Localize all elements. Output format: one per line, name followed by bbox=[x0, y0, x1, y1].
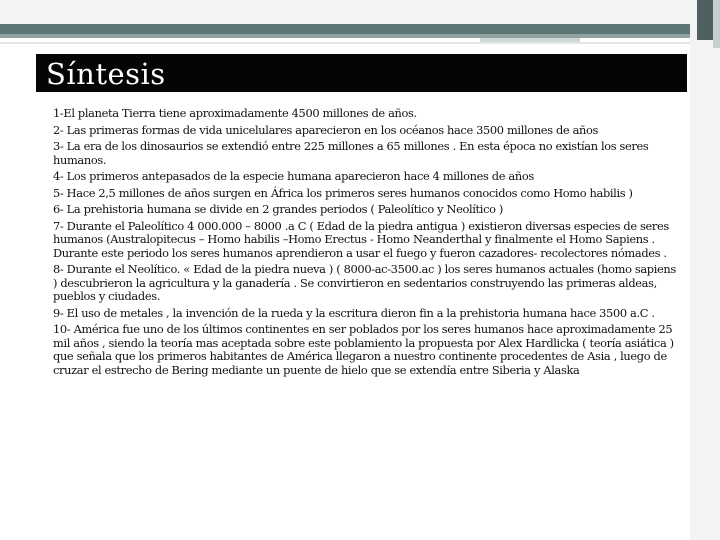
list-item: 4- Los primeros antepasados de la especie humana aparecieron hace 4 millones de años bbox=[53, 169, 534, 183]
list-item: 3- La era de los dinosaurios se extendió entre 225 millones a 65 millones . En esta época no existían los seres humanos. bbox=[53, 139, 649, 167]
slide-title: Síntesis bbox=[46, 57, 166, 91]
accent-band bbox=[0, 24, 690, 34]
list-item: 7- Durante el Paleolítico 4 000.000 – 8000 .a C ( Edad de la piedra antigua ) existieron diversas especies de seres humanos (Australopitecus – Homo habilis –Homo Erectus - Homo Neanderthal y finalmente el Homo Sapiens . Durante este periodo los seres humanos aprendieron a usar el fuego y fueron cazadores- recolectores nómades . bbox=[53, 218, 669, 260]
list-item: 8- Durante el Neolítico. « Edad de la piedra nueva ) ( 8000-ac-3500.ac ) los seres humanos actuales (homo sapiens ) descubrieron la agricultura y la ganadería . Se convirtieron en sedentarios construyendo las primeras aldeas, pueblos y ciudades. bbox=[53, 262, 676, 303]
header-band bbox=[0, 0, 720, 24]
list-item: 10- América fue uno de los últimos continentes en ser poblados por los seres humanos hace aproximadamente 25 mil años , siendo la teoría mas aceptada sobre este poblamiento la propuesta por Alex Hardlicka ( teoría asiática ) que señala que los primeros habitantes de América llegaron a nuestro continente procedentes de Asia , luego de cruzar el estrecho de Bering mediante un puente de hielo que se extendía entre Siberia y Alaska bbox=[53, 322, 674, 377]
list-item: 2- Las primeras formas de vida unicelulares aparecieron en los océanos hace 3500 millones de años bbox=[53, 122, 598, 137]
list-item: 5- Hace 2,5 millones de años surgen en África los primeros seres humanos conocidos como Homo habilis ) bbox=[53, 185, 633, 200]
corner-accent-light bbox=[713, 0, 720, 48]
list-item: 6- La prehistoria humana se divide en 2 grandes periodos ( Paleolítico y Neolítico ) bbox=[53, 202, 503, 216]
list-item: 9- El uso de metales , la invención de la rueda y la escritura dieron fin a la prehistoria humana hace 3500 a.C . bbox=[53, 305, 655, 320]
list-item: 1-El planeta Tierra tiene aproximadamente 4500 millones de años. bbox=[53, 106, 417, 120]
right-margin bbox=[690, 0, 720, 540]
divider-line bbox=[0, 42, 690, 44]
slide-content bbox=[53, 107, 678, 380]
accent-band-secondary bbox=[0, 34, 690, 38]
corner-accent bbox=[697, 0, 713, 40]
